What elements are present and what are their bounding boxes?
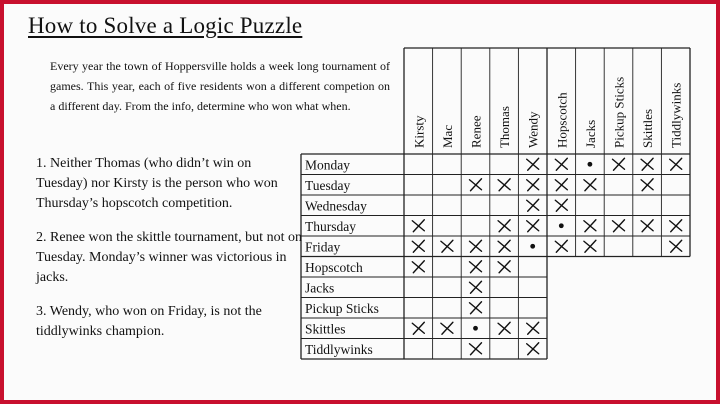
- clue-2: 2. Renee won the skittle tournament, but not on Tuesday. Monday’s winner was victorious in jacks.: [36, 230, 302, 285]
- cross-mark: [584, 240, 596, 252]
- row-header: Tiddlywinks: [305, 341, 373, 357]
- cross-mark: [470, 261, 482, 273]
- column-header: Wendy: [525, 111, 541, 148]
- dot-mark: [530, 244, 535, 249]
- cross-mark: [470, 343, 482, 355]
- cross-mark: [412, 261, 424, 273]
- cross-mark: [670, 158, 682, 170]
- cross-mark: [613, 158, 625, 170]
- cross-mark: [527, 220, 539, 232]
- page-title: How to Solve a Logic Puzzle: [28, 13, 303, 38]
- row-header: Hopscotch: [305, 259, 363, 275]
- cross-mark: [584, 220, 596, 232]
- column-header: Hopscotch: [554, 92, 570, 148]
- cross-mark: [527, 199, 539, 211]
- column-header: Mac: [439, 124, 455, 148]
- column-header: Skittles: [640, 108, 656, 148]
- row-header: Jacks: [305, 280, 335, 296]
- dot-mark: [588, 162, 593, 167]
- cross-mark: [613, 220, 625, 232]
- cross-mark: [441, 322, 453, 334]
- dot-mark: [559, 223, 564, 228]
- cross-mark: [412, 220, 424, 232]
- cross-mark: [498, 261, 510, 273]
- cross-mark: [641, 158, 653, 170]
- cross-mark: [470, 302, 482, 314]
- cross-mark: [498, 240, 510, 252]
- row-header: Tuesday: [305, 177, 351, 193]
- cross-mark: [641, 179, 653, 191]
- column-header: Tiddlywinks: [668, 82, 684, 148]
- column-header: Thomas: [497, 106, 513, 148]
- row-header: Skittles: [305, 321, 346, 337]
- cross-mark: [412, 240, 424, 252]
- cross-mark: [412, 322, 424, 334]
- cross-mark: [555, 199, 567, 211]
- column-header: Kirsty: [411, 115, 427, 148]
- column-header: Jacks: [582, 119, 598, 148]
- cross-mark: [527, 322, 539, 334]
- cross-mark: [498, 220, 510, 232]
- cross-mark: [527, 343, 539, 355]
- cross-mark: [498, 322, 510, 334]
- cross-mark: [527, 179, 539, 191]
- cross-mark: [555, 240, 567, 252]
- clue-1: 1. Neither Thomas (who didn’t win on Tuesday) nor Kirsty is the person who won Thursday’s hopscotch competition.: [36, 156, 278, 211]
- cross-mark: [470, 179, 482, 191]
- cross-mark: [670, 220, 682, 232]
- cross-mark: [527, 158, 539, 170]
- row-header: Pickup Sticks: [305, 300, 379, 316]
- cross-mark: [555, 158, 567, 170]
- cross-mark: [670, 240, 682, 252]
- row-header: Friday: [305, 239, 341, 255]
- column-header: Pickup Sticks: [611, 76, 627, 148]
- row-header: Monday: [305, 157, 350, 173]
- cross-mark: [584, 179, 596, 191]
- cross-mark: [470, 281, 482, 293]
- cross-mark: [498, 179, 510, 191]
- column-header: Renee: [468, 115, 484, 148]
- cross-mark: [641, 220, 653, 232]
- row-header: Thursday: [305, 218, 356, 234]
- cross-mark: [555, 179, 567, 191]
- dot-mark: [473, 326, 478, 331]
- clue-3: 3. Wendy, who won on Friday, is not the tiddlywinks champion.: [36, 304, 262, 339]
- cross-mark: [470, 240, 482, 252]
- row-header: Wednesday: [305, 198, 367, 214]
- cross-mark: [441, 240, 453, 252]
- intro-paragraph: Every year the town of Hoppersville holds a week long tournament of games. This year, each of five residents won a different competion on a different day. From the info, determine who won what when.: [50, 59, 390, 113]
